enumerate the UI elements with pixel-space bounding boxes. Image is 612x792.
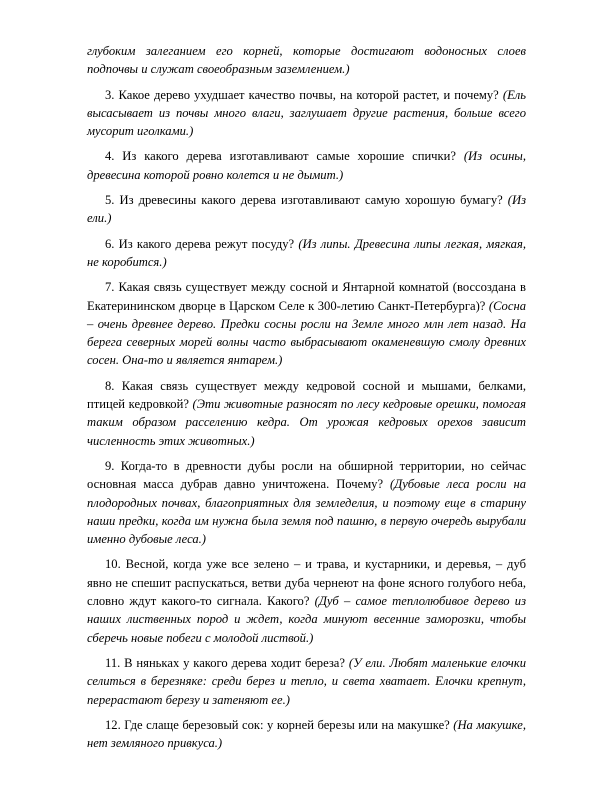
question-text: 8. Какая связь существует между кедровой сосной и мышами, белками, птицей кедровкой? xyxy=(87,378,526,412)
question-item-8 xyxy=(87,377,526,450)
question-item-6 xyxy=(87,235,526,272)
question-text: 5. Из древесины какого дерева изготавливают самую хорошую бумагу? xyxy=(105,193,503,208)
question-item-3 xyxy=(87,86,526,141)
question-item-4 xyxy=(87,147,526,184)
question-text: 11. В няньках у какого дерева ходит береза? xyxy=(105,655,345,670)
answer-text: (Эти животные разносят по лесу кедровые орешки, помогая таким образом расселению кедра. От урожая кедровых орехов зависит численность этих животных.) xyxy=(87,397,527,448)
question-text: 12. Где слаще березовый сок: у корней березы или на макушке? xyxy=(105,717,450,732)
question-text: 9. Когда-то в древности дубы росли на обширной территории, но сейчас основная масса дубрав давно уничтожена. Почему? xyxy=(87,458,526,492)
question-text: 3. Какое дерево ухудшает качество почвы, на которой растет, и почему? xyxy=(105,87,499,102)
question-item-7 xyxy=(87,278,526,369)
question-text: 4. Из какого дерева изготавливают самые хорошие спички? xyxy=(105,149,456,164)
answer-text: (Дубовые леса росли на плодородных почвах, благоприятных для земледелия, и поэтому еще в старину наши предки, когда им нужна была земля под пашню, в первую очередь вырубали именно дубовые леса.) xyxy=(87,477,526,547)
question-item-11 xyxy=(87,654,526,709)
answer-text: (У ели. Любят маленькие елочки селиться в березняке: среди берез и тепло, и света хватает. Елочки крепнут, перерастают березу и затеняют ее.) xyxy=(87,655,527,707)
answer-text: (Из липы. Древесина липы легкая, мягкая, не коробится.) xyxy=(87,236,526,269)
question-text: 6. Из какого дерева режут посуду? xyxy=(105,236,295,251)
question-text: 7. Какая связь существует между сосной и Янтарной комнатой (воссоздана в Екатерининском дворце в Царском Селе к 300-летию Санкт-Петербурга)? xyxy=(87,280,526,313)
question-item-10 xyxy=(87,555,526,646)
answer-text: (Из осины, древесина которой ровно колется и не дымит.) xyxy=(87,149,526,182)
question-item-9 xyxy=(87,457,526,548)
answer-text: (Из ели.) xyxy=(87,193,526,226)
continuation-paragraph xyxy=(87,42,526,79)
question-item-12 xyxy=(87,716,526,753)
answer-text: (Ель высасывает из почвы много влаги, заглушает другие растения, больше всего мусорит иголками.) xyxy=(87,87,526,139)
answer-text: (На макушке, нет земляного привкуса.) xyxy=(87,717,526,751)
question-text: 10. Весной, когда уже все зелено – и трава, и кустарники, и деревья, – дуб явно не спешит распускаться, ветви дуба чернеют на фоне ясного голубого неба, словно ждут какого-то сигнала. Какого? xyxy=(87,557,526,609)
answer-text: глубоким залеганием его корней, которые достигают водоносных слоев подпочвы и служат своеобразным заземлением.) xyxy=(87,44,526,77)
answer-text: (Дуб – самое теплолюбивое дерево из наших лиственных пород и ждет, когда минуют весенние заморозки, чтобы сберечь новые побеги с молодой листвой.) xyxy=(87,594,526,645)
answer-text: (Сосна – очень древнее дерево. Предки сосны росли на Земле много млн лет назад. На берега северных морей волны часто выбрасывают окаменевшую смолу древних сосен. Она-то и является янтарем.) xyxy=(87,298,526,368)
question-item-5 xyxy=(87,191,526,228)
